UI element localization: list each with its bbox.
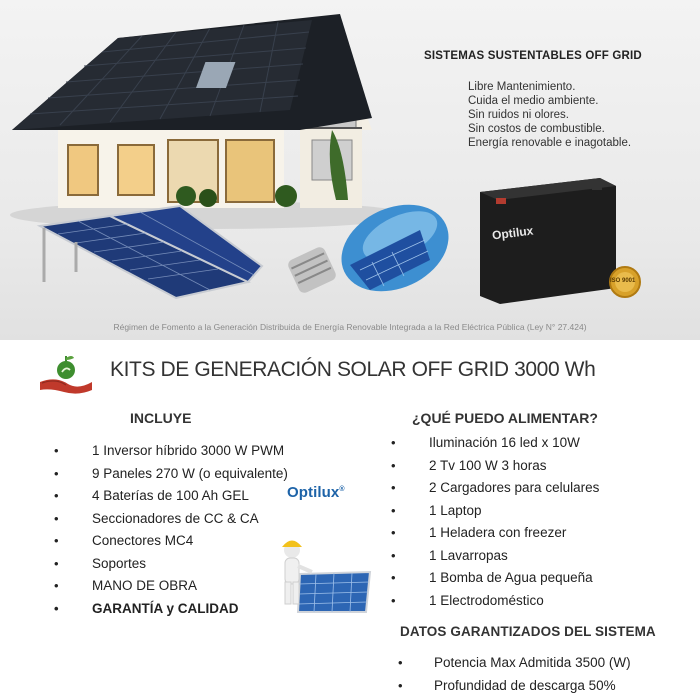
list-item: • Conectores MC4 <box>58 530 288 553</box>
list-item: • Potencia Max Admitida 3500 (W) <box>400 652 631 675</box>
benefit-item: Cuida el medio ambiente. <box>468 95 599 107</box>
hero-banner <box>0 0 700 340</box>
bullet: • <box>391 435 396 450</box>
kit-title: KITS DE GENERACIÓN SOLAR OFF GRID 3000 Wh <box>110 358 596 381</box>
list-item: • Profundidad de descarga 50% <box>400 675 631 698</box>
hero-title: SISTEMAS SUSTENTABLES OFF GRID <box>424 50 642 62</box>
bullet: • <box>391 525 396 540</box>
list-item: • 1 Lavarropas <box>395 545 599 568</box>
includes-heading: INCLUYE <box>130 410 192 426</box>
brand-logo-optilux: Optilux® <box>287 484 345 501</box>
list-item: • 4 Baterías de 100 Ah GEL <box>58 485 288 508</box>
bullet: • <box>54 600 59 616</box>
list-item: • 1 Electrodoméstico <box>395 590 599 613</box>
house-illustration <box>12 14 372 208</box>
list-item: • Soportes <box>58 553 288 576</box>
guaranteed-list <box>400 652 631 697</box>
money-hand-icon <box>38 352 94 394</box>
bullet: • <box>54 510 59 526</box>
iso-badge-label: ISO 9001 <box>610 278 636 284</box>
benefits-list <box>468 80 631 150</box>
bullet: • <box>391 592 396 608</box>
list-item: • 1 Bomba de Agua pequeña <box>395 567 599 590</box>
bullet: • <box>391 547 396 563</box>
legal-note: Régimen de Fomento a la Generación Distribuida de Energía Renovable Integrada a la Red Eléctrica Pública (Ley N° 27.424) <box>113 322 587 332</box>
list-item: • 1 Inversor híbrido 3000 W PWM <box>58 440 288 463</box>
powers-heading: ¿QUÉ PUEDO ALIMENTAR? <box>412 410 598 426</box>
list-item: • Iluminación 16 led x 10W <box>395 432 599 455</box>
bullet: • <box>391 480 396 495</box>
battery-brand-label: Optilux <box>491 223 535 243</box>
list-item: • GARANTÍA y CALIDAD <box>58 598 288 621</box>
benefit-item: Sin costos de combustible. <box>468 123 605 135</box>
list-item: • 2 Tv 100 W 3 horas <box>395 455 599 478</box>
includes-list <box>54 440 288 620</box>
bullet: • <box>54 555 59 571</box>
bullet: • <box>391 457 396 473</box>
list-item: • 1 Heladera con freezer <box>395 522 599 545</box>
bullet: • <box>54 443 59 458</box>
list-item: • 2 Cargadores para celulares <box>395 477 599 500</box>
bullet: • <box>54 465 59 481</box>
list-item: • MANO DE OBRA <box>58 575 288 598</box>
benefit-item: Energía renovable e inagotable. <box>468 137 632 149</box>
powers-list <box>391 432 600 612</box>
bullet: • <box>391 502 396 518</box>
bullet: • <box>398 655 403 670</box>
worker-with-panel-illustration <box>268 534 378 614</box>
guaranteed-heading: DATOS GARANTIZADOS DEL SISTEMA <box>400 624 656 639</box>
bullet: • <box>54 488 59 503</box>
benefit-item: Sin ruidos ni olores. <box>468 109 569 121</box>
list-item: • Seccionadores de CC & CA <box>58 508 288 531</box>
bullet: • <box>54 578 59 593</box>
bullet: • <box>54 533 59 548</box>
list-item: • 1 Laptop <box>395 500 599 523</box>
bullet: • <box>391 570 396 585</box>
bullet: • <box>398 677 403 693</box>
benefit-item: Libre Mantenimiento. <box>468 81 576 93</box>
list-item: • 9 Paneles 270 W (o equivalente) <box>58 463 288 486</box>
